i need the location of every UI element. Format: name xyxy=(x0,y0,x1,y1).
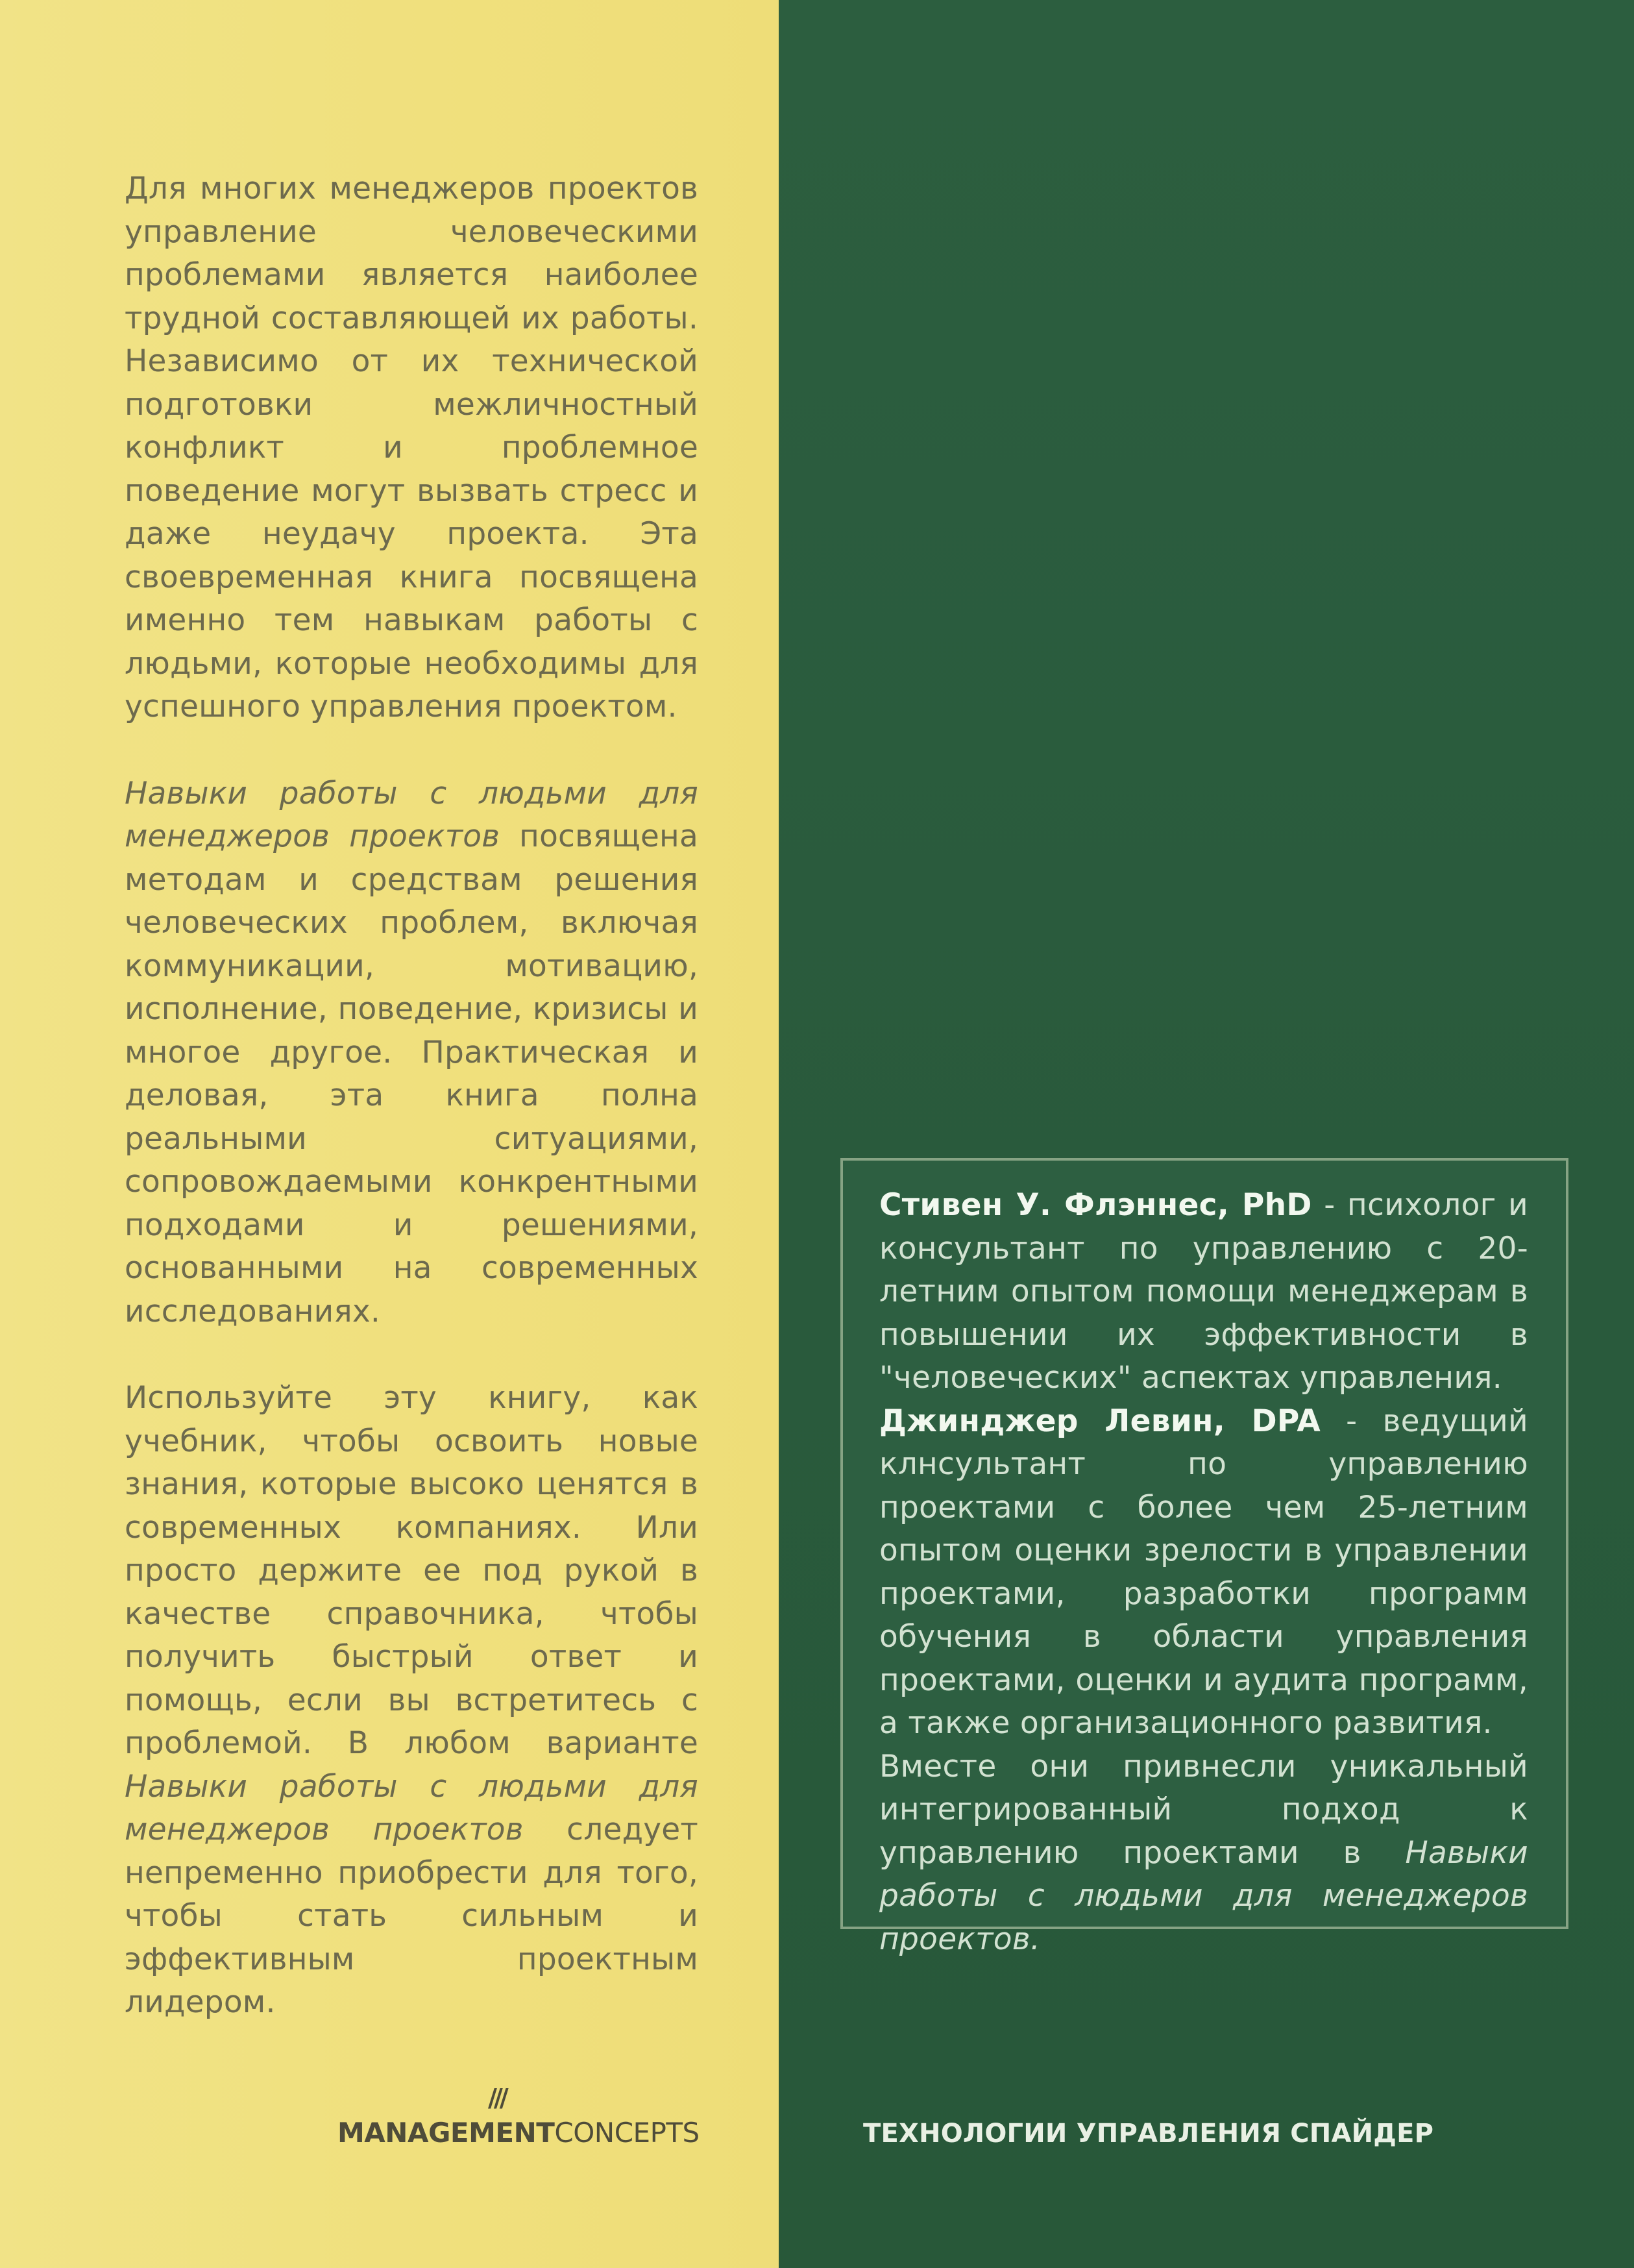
author-1-description: - психолог и консультант по управлению с 20-летним опытом помощи менеджерам в повышении их эффективности в "человеческих" аспектах управления. xyxy=(879,1187,1529,1396)
left-paragraph-2 xyxy=(125,772,698,1334)
authors-together-text xyxy=(879,1745,1528,1962)
book-title-italic: Навыки работы с людьми для менеджеров проектов xyxy=(125,775,698,854)
publisher-wordmark-light: CONCEPTS xyxy=(554,2117,700,2149)
author-1-bio xyxy=(879,1184,1528,1400)
author-biography-text xyxy=(879,1184,1528,1961)
left-paragraph-2-text: посвящена методам и средствам решения человеческих проблем, включая коммуникации, мотивацию, исполнение, поведение, кризисы и многое другое. Практическая и деловая, эта книга полна реальными ситуациями, сопровождаемыми конкрентными подходами и решениями, основанными на современных исследованиях. xyxy=(125,819,698,1329)
publisher-wordmark xyxy=(337,2117,700,2149)
author-2-bio xyxy=(879,1400,1528,1745)
book-title-italic: Навыки работы с людьми для менеджеров проектов xyxy=(125,1768,698,1847)
publisher-logo-mark-icon: /// xyxy=(488,2084,506,2112)
left-paragraph-3-text-before: Используйте эту книгу, как учебник, чтобы освоить новые знания, которые высоко ценятся в современных компаниях. Или просто держите ее под рукой в качестве справочника, чтобы получить быстрый ответ и помощь, если вы встретитесь с проблемой. В любом варианте xyxy=(125,1380,698,1761)
author-biography-box xyxy=(840,1158,1568,1957)
publisher-wordmark-strong: MANAGEMENT xyxy=(337,2117,555,2149)
left-paragraph-1: Для многих менеджеров проектов управление человеческими проблемами является наиболее трудной составляющей их работы. Независимо от их технической подготовки межличностный конфликт и проблемное поведение могут вызвать стресс и даже неудачу проекта. Эта своевременная книга посвящена именно тем навыкам работы с людьми, которые необходимы для успешного управления проектом. xyxy=(125,171,698,724)
book-title-italic: Навыки работы с людьми для менеджеров проектов. xyxy=(879,1834,1528,1957)
management-concepts-logo xyxy=(337,2084,700,2163)
left-description xyxy=(125,167,698,2025)
left-paragraph-3-text-after: следует непременно приобрести для того, чтобы стать сильным и эффективным проектным лидером. xyxy=(125,1812,698,2020)
author-1-name: Стивен У. Флэннес, PhD xyxy=(879,1187,1312,1223)
together-description: Вместе они привнесли уникальный интегрированный подход к управлению проектами в xyxy=(879,1748,1528,1871)
left-paragraph-3 xyxy=(125,1377,698,2025)
author-2-description: - ведущий клнсультант по управлению проектами с более чем 25-летним опытом оценки зрелости в управлении проектами, разработки программ обучения в области управления проектами, оценки и аудита программ, а также организационного развития. xyxy=(879,1403,1528,1741)
author-2-name: Джинджер Левин, DPA xyxy=(879,1403,1321,1439)
series-title: ТЕХНОЛОГИИ УПРАВЛЕНИЯ СПАЙДЕР xyxy=(863,2119,1434,2149)
